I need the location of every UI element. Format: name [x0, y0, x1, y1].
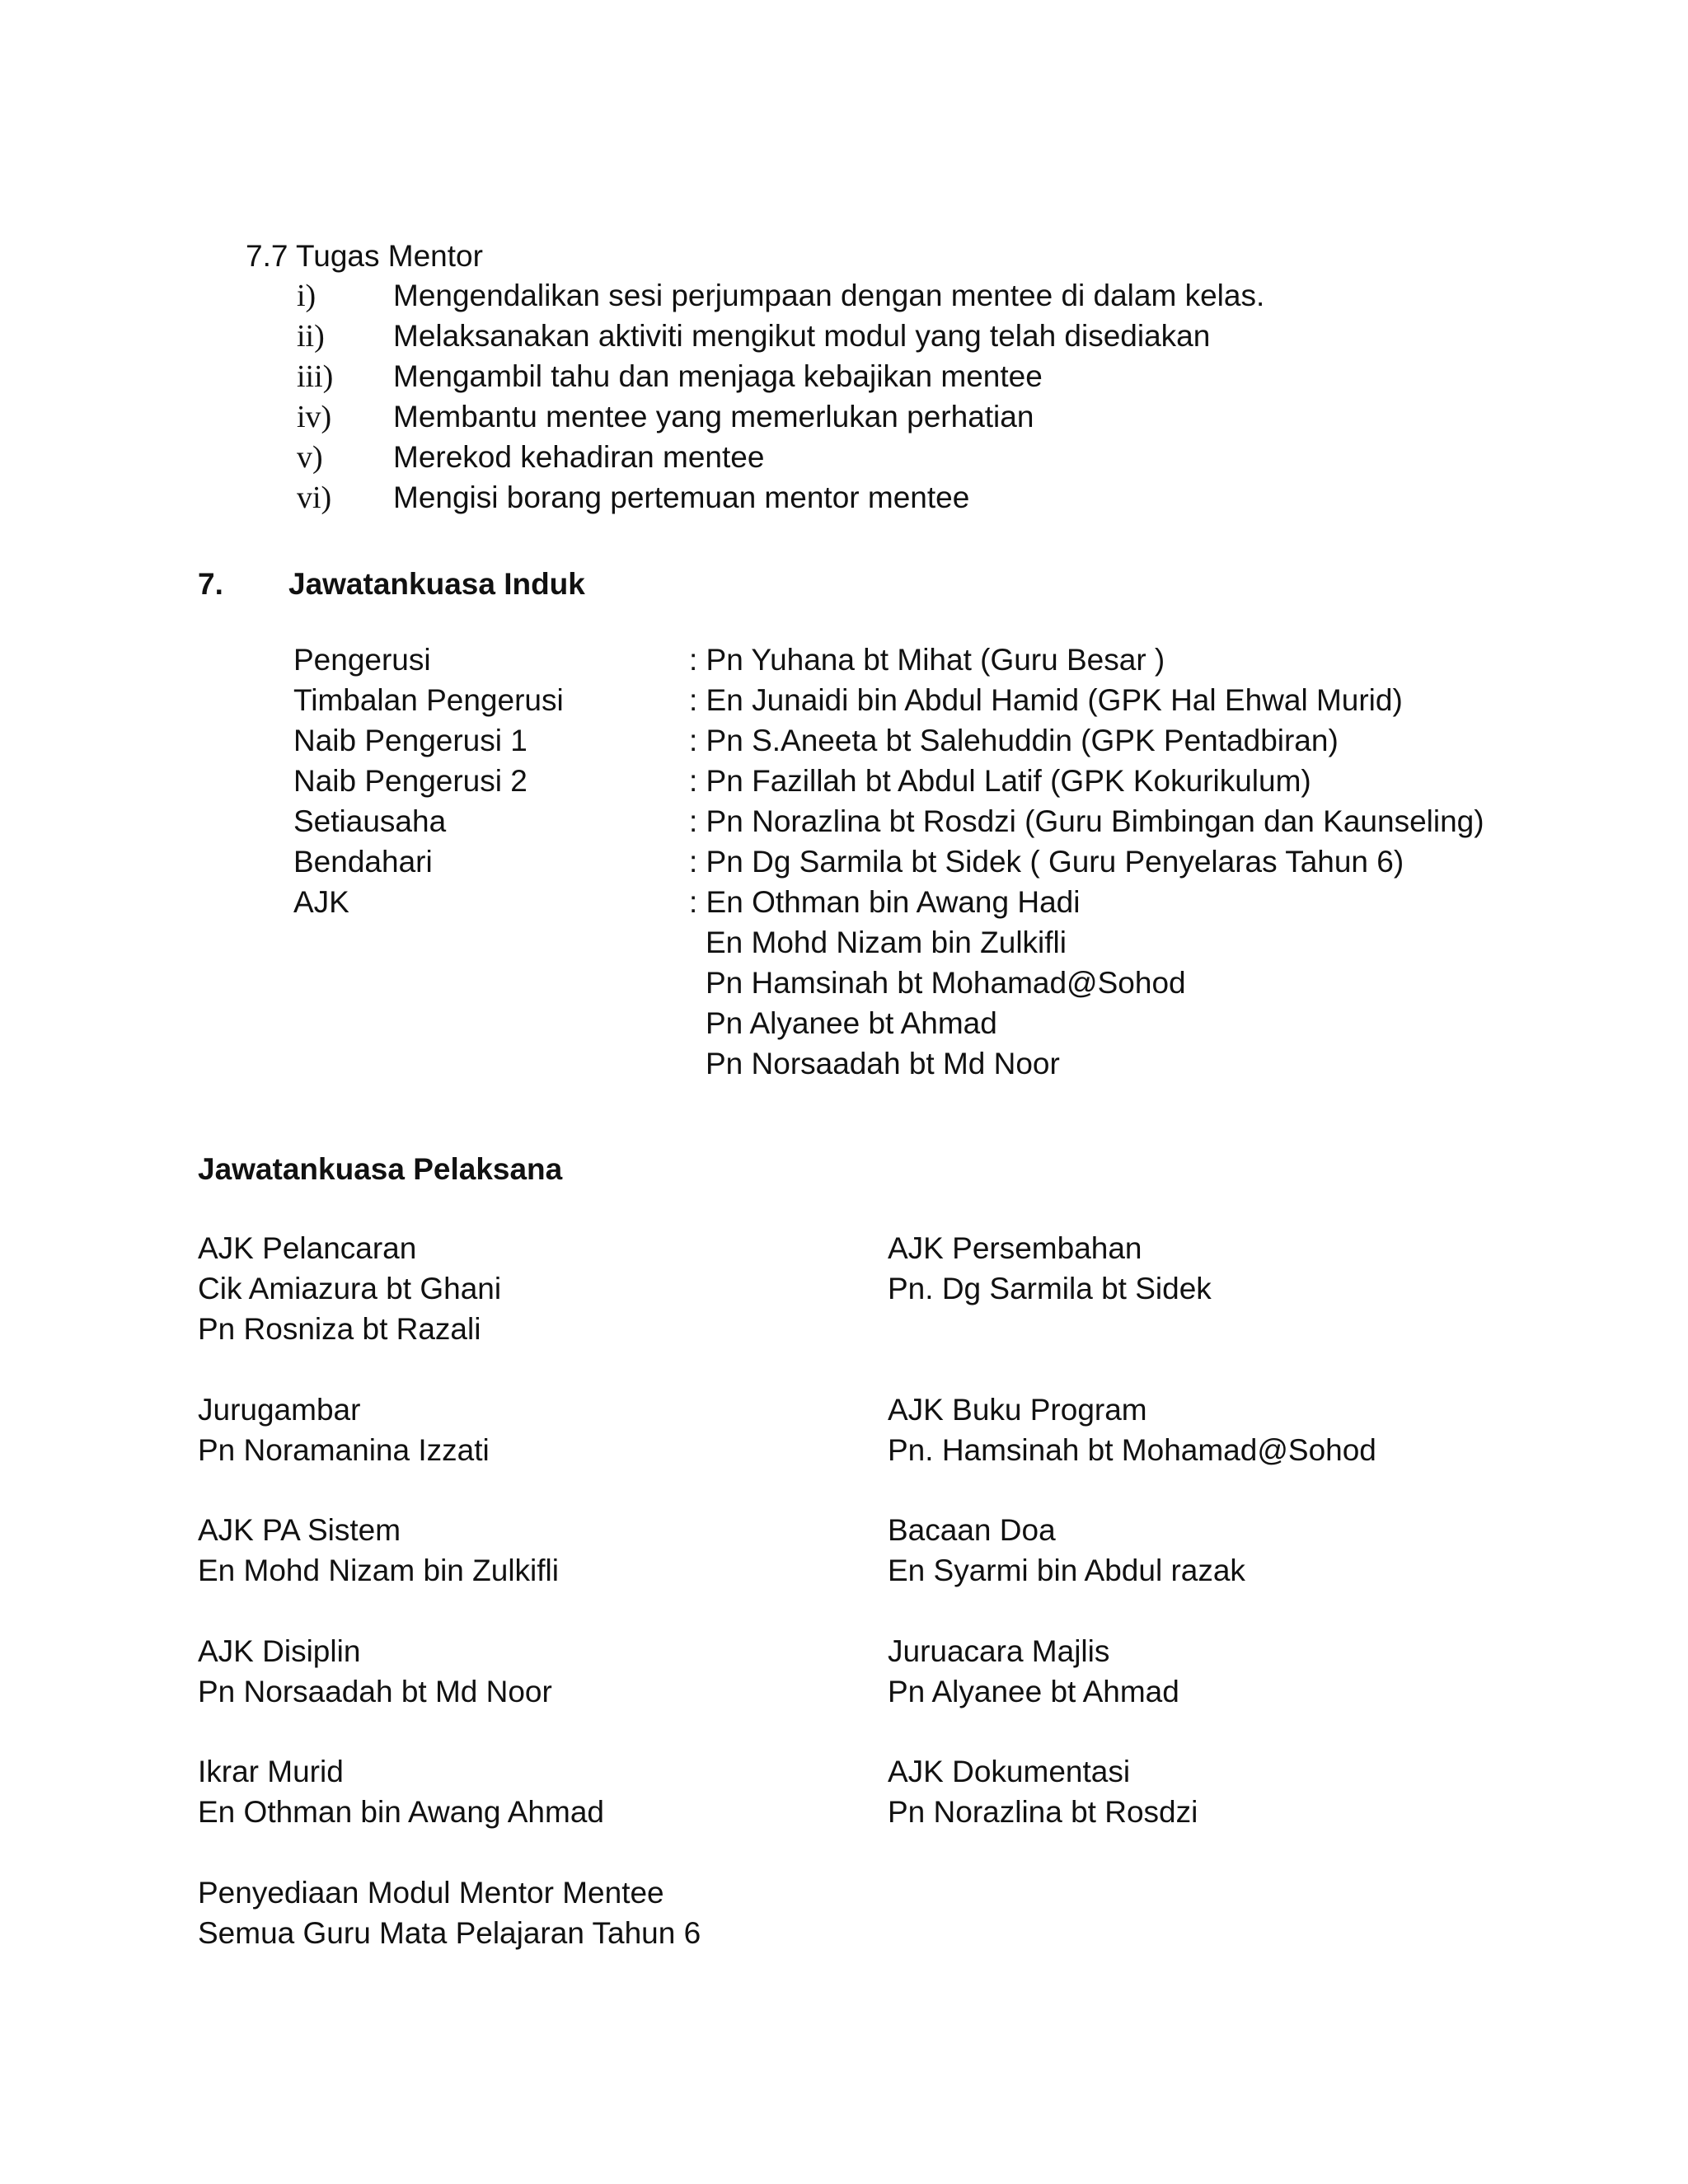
- committee-member: Pn. Hamsinah bt Mohamad@Sohod: [888, 1433, 1376, 1467]
- section-7-7-heading: 7.7 Tugas Mentor: [246, 239, 483, 273]
- section-title: Jawatankuasa Induk: [288, 567, 585, 601]
- committee-member: En Mohd Nizam bin Zulkifli: [198, 1554, 559, 1587]
- item-text: Melaksanakan aktiviti mengikut modul yang telah disediakan: [393, 319, 1211, 353]
- role-label: Bendahari: [293, 845, 433, 879]
- committee-role: AJK Pelancaran: [198, 1231, 417, 1265]
- item-number: i): [297, 279, 316, 313]
- committee-role: Bacaan Doa: [888, 1513, 1056, 1547]
- item-number: iv): [297, 400, 332, 434]
- role-label: Naib Pengerusi 1: [293, 724, 528, 757]
- committee-role: AJK Buku Program: [888, 1393, 1147, 1427]
- committee-member: Pn. Dg Sarmila bt Sidek: [888, 1272, 1212, 1305]
- member-name: : En Othman bin Awang Hadi: [689, 885, 1081, 919]
- ajk-member: En Mohd Nizam bin Zulkifli: [706, 926, 1067, 959]
- committee-role: AJK Dokumentasi: [888, 1755, 1131, 1788]
- member-name: : Pn Fazillah bt Abdul Latif (GPK Kokurikulum): [689, 764, 1311, 798]
- item-text: Membantu mentee yang memerlukan perhatian: [393, 400, 1034, 434]
- committee-role: Ikrar Murid: [198, 1755, 344, 1788]
- role-label: Pengerusi: [293, 643, 431, 677]
- role-label: Naib Pengerusi 2: [293, 764, 528, 798]
- member-name: : Pn S.Aneeta bt Salehuddin (GPK Pentadbiran): [689, 724, 1339, 757]
- committee-member: Pn Alyanee bt Ahmad: [888, 1675, 1179, 1708]
- committee-member: Cik Amiazura bt Ghani: [198, 1272, 502, 1305]
- role-label: Timbalan Pengerusi: [293, 683, 564, 717]
- committee-role: AJK PA Sistem: [198, 1513, 401, 1547]
- item-text: Mengisi borang pertemuan mentor mentee: [393, 480, 970, 514]
- committee-role: Jurugambar: [198, 1393, 361, 1427]
- committee-role: AJK Persembahan: [888, 1231, 1142, 1265]
- item-text: Mengendalikan sesi perjumpaan dengan mentee di dalam kelas.: [393, 279, 1265, 312]
- committee-member: En Othman bin Awang Ahmad: [198, 1795, 604, 1829]
- committee-role: Penyediaan Modul Mentor Mentee: [198, 1876, 664, 1910]
- section-number: 7.: [198, 567, 223, 601]
- committee-member: Pn Noramanina Izzati: [198, 1433, 490, 1467]
- member-name: : Pn Norazlina bt Rosdzi (Guru Bimbingan dan Kaunseling): [689, 804, 1484, 838]
- ajk-member: Pn Norsaadah bt Md Noor: [706, 1047, 1060, 1080]
- committee-member: Pn Norazlina bt Rosdzi: [888, 1795, 1198, 1829]
- role-label: AJK: [293, 885, 349, 919]
- ajk-member: Pn Alyanee bt Ahmad: [706, 1006, 997, 1040]
- item-number: v): [297, 440, 323, 475]
- item-number: vi): [297, 480, 332, 515]
- member-name: : En Junaidi bin Abdul Hamid (GPK Hal Ehwal Murid): [689, 683, 1403, 717]
- committee-member: Pn Norsaadah bt Md Noor: [198, 1675, 552, 1708]
- item-number: ii): [297, 319, 325, 354]
- pelaksana-title: Jawatankuasa Pelaksana: [198, 1152, 563, 1186]
- item-text: Merekod kehadiran mentee: [393, 440, 765, 474]
- item-text: Mengambil tahu dan menjaga kebajikan mentee: [393, 359, 1043, 393]
- committee-role: AJK Disiplin: [198, 1634, 361, 1668]
- role-label: Setiausaha: [293, 804, 447, 838]
- committee-member: Semua Guru Mata Pelajaran Tahun 6: [198, 1916, 701, 1950]
- member-name: : Pn Yuhana bt Mihat (Guru Besar ): [689, 643, 1165, 677]
- ajk-member: Pn Hamsinah bt Mohamad@Sohod: [706, 966, 1186, 1000]
- committee-member: En Syarmi bin Abdul razak: [888, 1554, 1245, 1587]
- item-number: iii): [297, 359, 334, 394]
- committee-member: Pn Rosniza bt Razali: [198, 1312, 481, 1346]
- member-name: : Pn Dg Sarmila bt Sidek ( Guru Penyelaras Tahun 6): [689, 845, 1404, 879]
- committee-role: Juruacara Majlis: [888, 1634, 1110, 1668]
